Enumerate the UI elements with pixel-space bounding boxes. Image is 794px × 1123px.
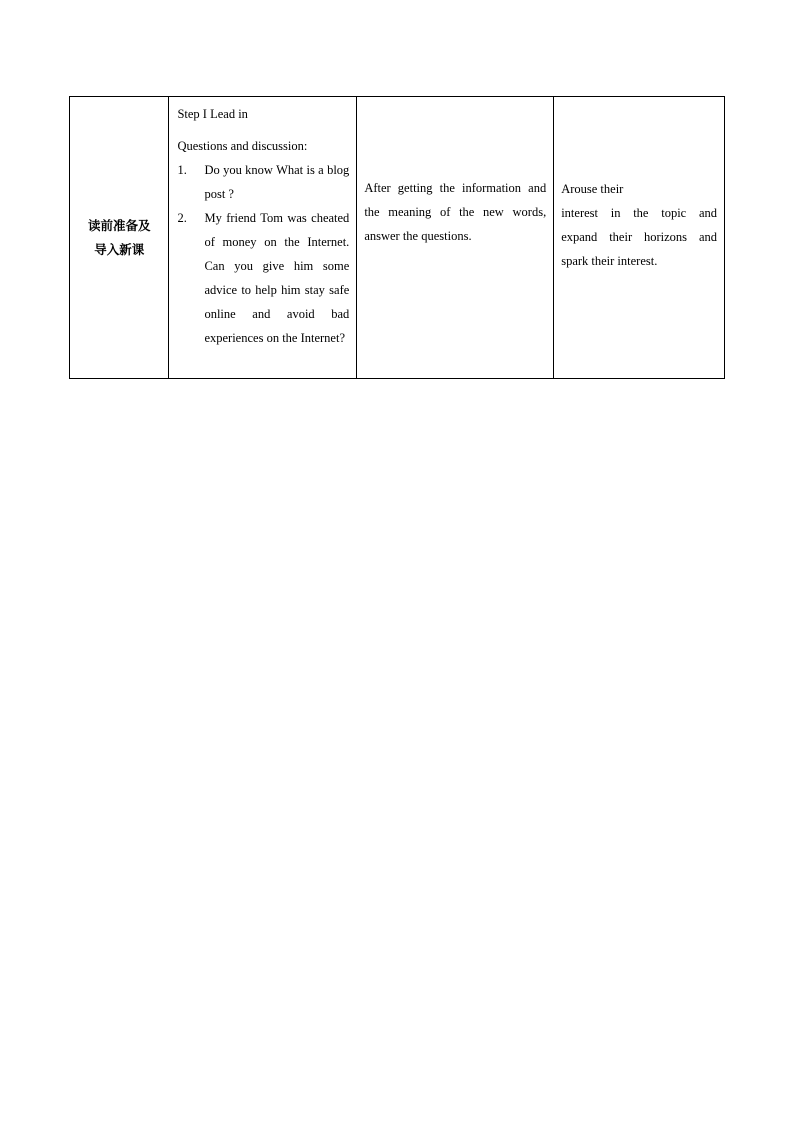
stage-cell bbox=[70, 97, 169, 379]
question-number: 2. bbox=[177, 211, 187, 225]
teacher-activity-cell bbox=[169, 97, 357, 379]
list-item bbox=[177, 206, 349, 350]
step-title: Step I Lead in bbox=[177, 107, 248, 121]
design-purpose-text bbox=[561, 177, 717, 273]
design-purpose-cell bbox=[554, 97, 725, 379]
question-text: Do you know What is a blog post ? bbox=[204, 163, 350, 201]
student-activity-text: After getting the information and the meaning of the new words, answer the questions. bbox=[364, 180, 547, 243]
questions-list bbox=[177, 158, 349, 350]
student-activity-cell bbox=[357, 97, 554, 379]
question-text: My friend Tom was cheated of money on the Internet. Can you give him some advice to help him stay safe online and avoid bad experiences on the Internet? bbox=[204, 211, 350, 345]
purpose-rest: interest in the topic and expand their horizons and spark their interest. bbox=[561, 205, 717, 268]
list-item bbox=[177, 158, 349, 206]
purpose-line-1: Arouse their bbox=[561, 181, 624, 196]
questions-heading: Questions and discussion: bbox=[177, 139, 308, 153]
lesson-plan-table bbox=[69, 96, 725, 379]
question-number: 1. bbox=[177, 163, 187, 177]
stage-label-line-2: 导入新课 bbox=[94, 241, 145, 257]
table-row bbox=[70, 97, 725, 379]
stage-label-line-1: 读前准备及 bbox=[87, 217, 151, 233]
